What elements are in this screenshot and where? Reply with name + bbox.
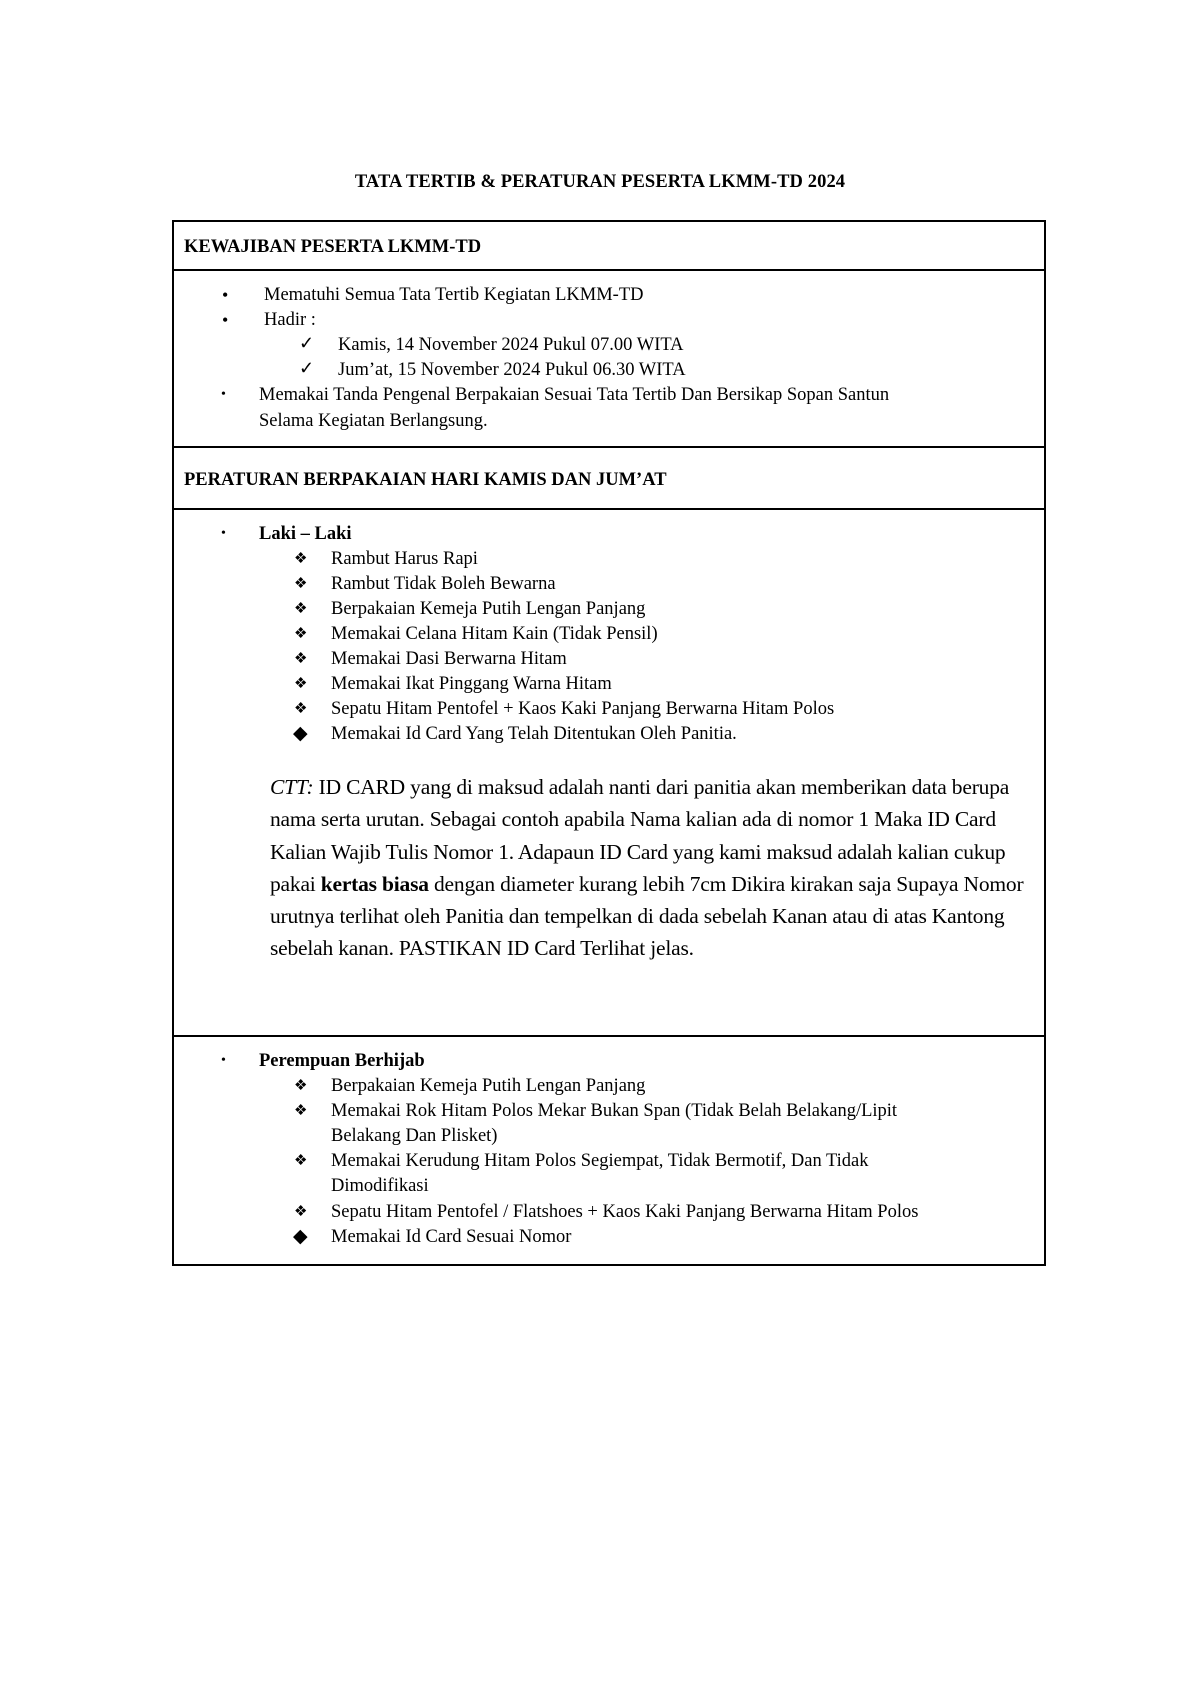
id-card-note xyxy=(270,771,1045,965)
list-item: Berpakaian Kemeja Putih Lengan Panjang xyxy=(331,599,646,619)
list-item: Memakai Kerudung Hitam Polos Segiempat, Tidak Bermotif, Dan Tidak xyxy=(331,1151,869,1171)
kewajiban-item-1: Mematuhi Semua Tata Tertib Kegiatan LKMM-TD xyxy=(264,285,644,305)
list-item: Memakai Id Card Yang Telah Ditentukan Oleh Panitia. xyxy=(331,724,737,744)
perempuan-label: Perempuan Berhijab xyxy=(259,1051,425,1071)
bullet-icon: • xyxy=(221,1053,226,1068)
diamond-ornament-icon: ❖ xyxy=(294,601,308,617)
berpakaian-heading: PERATURAN BERPAKAIAN HARI KAMIS DAN JUM’AT xyxy=(174,446,1044,508)
kewajiban-item-3-line-2: Selama Kegiatan Berlangsung. xyxy=(259,411,488,431)
check-icon: ✓ xyxy=(299,358,315,378)
diamond-ornament-icon: ❖ xyxy=(294,626,308,642)
diamond-solid-icon: ◆ xyxy=(293,723,308,744)
diamond-ornament-icon: ❖ xyxy=(294,1204,308,1220)
perempuan-section xyxy=(174,1035,1044,1264)
hadir-date-2: Jum’at, 15 November 2024 Pukul 06.30 WITA xyxy=(338,360,686,380)
kewajiban-heading: KEWAJIBAN PESERTA LKMM-TD xyxy=(184,237,482,257)
laki-laki-section xyxy=(174,508,1044,1035)
list-item: Sepatu Hitam Pentofel + Kaos Kaki Panjang Berwarna Hitam Polos xyxy=(331,699,835,719)
list-item: Berpakaian Kemeja Putih Lengan Panjang xyxy=(331,1076,646,1096)
kewajiban-list xyxy=(174,269,1044,446)
list-item: Rambut Tidak Boleh Bewarna xyxy=(331,574,556,594)
laki-laki-label: Laki – Laki xyxy=(259,524,352,544)
list-item: Rambut Harus Rapi xyxy=(331,549,478,569)
diamond-ornament-icon: ❖ xyxy=(294,1103,308,1119)
bullet-icon: • xyxy=(222,310,229,330)
note-text-1: ID CARD yang di maksud adalah nanti dari panitia akan memberikan data berupa nama serta urutan. Sebagai contoh apabila Nama kalian ada di nomor 1 Maka ID Card Kalian Wajib Tulis Nomor 1. Adapaun ID Card yang kami maksud adalah kalian cukup pakai xyxy=(270,775,1010,896)
check-icon: ✓ xyxy=(299,333,315,353)
kewajiban-item-3-line-1: Memakai Tanda Pengenal Berpakaian Sesuai Tata Tertib Dan Bersikap Sopan Santun xyxy=(259,385,890,405)
bullet-icon: • xyxy=(221,526,226,541)
diamond-ornament-icon: ❖ xyxy=(294,551,308,567)
diamond-ornament-icon: ❖ xyxy=(294,1078,308,1094)
diamond-ornament-icon: ❖ xyxy=(294,576,308,592)
bullet-icon: • xyxy=(222,285,229,305)
bullet-icon: • xyxy=(221,387,226,402)
kewajiban-item-2: Hadir : xyxy=(264,310,316,330)
page-title: TATA TERTIB & PERATURAN PESERTA LKMM-TD 2024 xyxy=(354,172,846,192)
list-item-continuation: Belakang Dan Plisket) xyxy=(331,1126,498,1146)
list-item-continuation: Dimodifikasi xyxy=(331,1176,429,1196)
hadir-date-1: Kamis, 14 November 2024 Pukul 07.00 WITA xyxy=(338,335,684,355)
note-prefix: CTT: xyxy=(270,775,314,799)
diamond-ornament-icon: ❖ xyxy=(294,676,308,692)
note-text-2: dengan diameter kurang lebih 7cm Dikira kirakan saja Supaya Nomor urutnya terlihat oleh Panitia dan tempelkan di dada sebelah Kanan atau di atas Kantong sebelah kanan. PASTIKAN ID Card Terlihat jelas. xyxy=(270,871,1024,961)
diamond-ornament-icon: ❖ xyxy=(294,701,308,717)
list-item: Memakai Ikat Pinggang Warna Hitam xyxy=(331,674,612,694)
diamond-ornament-icon: ❖ xyxy=(294,1153,308,1169)
rules-table xyxy=(172,220,1046,1266)
diamond-solid-icon: ◆ xyxy=(293,1226,308,1247)
note-bold-text: kertas biasa xyxy=(320,871,429,896)
list-item: Memakai Celana Hitam Kain (Tidak Pensil) xyxy=(331,624,658,644)
list-item: Memakai Rok Hitam Polos Mekar Bukan Span (Tidak Belah Belakang/Lipit xyxy=(331,1101,898,1121)
list-item: Sepatu Hitam Pentofel / Flatshoes + Kaos Kaki Panjang Berwarna Hitam Polos xyxy=(331,1202,919,1222)
diamond-ornament-icon: ❖ xyxy=(294,651,308,667)
list-item: Memakai Dasi Berwarna Hitam xyxy=(331,649,567,669)
list-item: Memakai Id Card Sesuai Nomor xyxy=(331,1227,572,1247)
